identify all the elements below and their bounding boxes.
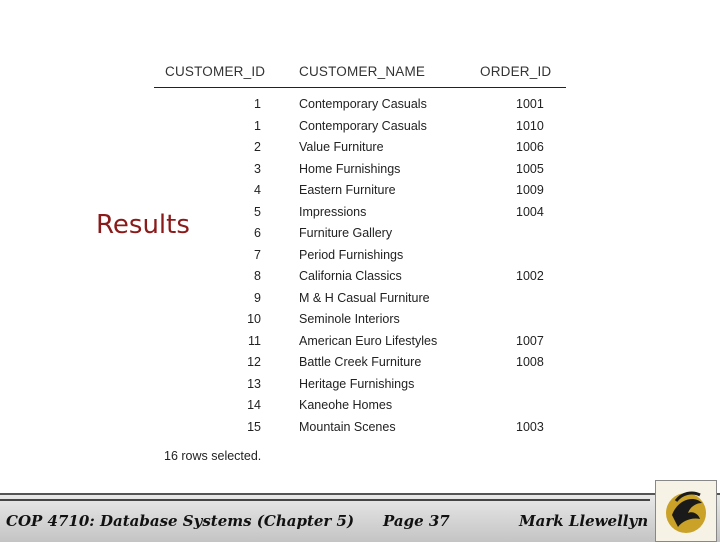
customer-name-cell: Eastern Furniture <box>299 183 396 197</box>
table-body <box>154 94 566 438</box>
customer-name-cell: Battle Creek Furniture <box>299 355 422 369</box>
table-row <box>154 417 566 439</box>
rows-selected-note: 16 rows selected. <box>164 449 262 463</box>
table-row <box>154 331 566 353</box>
customer-id-cell: 1 <box>254 97 261 111</box>
customer-id-cell: 10 <box>247 312 261 326</box>
customer-name-cell: American Euro Lifestyles <box>299 333 438 348</box>
footer-author: Mark Llewellyn <box>519 512 649 530</box>
customer-id-cell: 11 <box>248 333 261 348</box>
customer-name-cell: Contemporary Casuals <box>299 97 427 111</box>
footer-course: COP 4710: Database Systems (Chapter 5) <box>6 512 355 530</box>
customer-id-cell: 13 <box>247 376 261 391</box>
header-customer-name: CUSTOMER_NAME <box>299 64 426 79</box>
customer-name-cell: Period Furnishings <box>299 247 404 262</box>
table-row <box>154 352 566 374</box>
footer-page-number: Page 37 <box>383 512 450 530</box>
customer-name-cell: Contemporary Casuals <box>299 118 427 133</box>
customer-name-cell: Value Furniture <box>299 140 384 154</box>
table-row <box>154 288 566 310</box>
table-row <box>154 94 566 116</box>
order-id-cell: 1009 <box>516 183 544 197</box>
customer-id-cell: 4 <box>254 183 261 197</box>
order-id-cell: 1002 <box>516 269 544 283</box>
order-id-cell: 1001 <box>516 97 544 111</box>
table-row <box>154 159 566 181</box>
customer-id-cell: 2 <box>254 140 261 154</box>
customer-id-cell: 9 <box>254 290 261 305</box>
customer-name-cell: Mountain Scenes <box>299 419 396 434</box>
customer-name-cell: Kaneohe Homes <box>299 398 393 412</box>
table-row <box>154 374 566 396</box>
header-order-id: ORDER_ID <box>480 64 552 79</box>
table-row <box>154 309 566 331</box>
table-row <box>154 137 566 159</box>
order-id-cell: 1004 <box>516 204 544 219</box>
table-row <box>154 180 566 202</box>
header-customer-id: CUSTOMER_ID <box>165 64 266 79</box>
customer-id-cell: 7 <box>254 247 261 262</box>
customer-id-cell: 6 <box>254 226 261 240</box>
customer-name-cell: M & H Casual Furniture <box>299 290 430 305</box>
customer-id-cell: 12 <box>247 355 261 369</box>
order-id-cell: 1003 <box>516 419 544 434</box>
customer-name-cell: Heritage Furnishings <box>299 376 415 391</box>
order-id-cell: 1005 <box>516 161 544 176</box>
table-row <box>154 202 566 224</box>
table-row <box>154 245 566 267</box>
footer-divider <box>0 499 650 501</box>
customer-id-cell: 14 <box>247 398 261 412</box>
customer-name-cell: Home Furnishings <box>299 161 401 176</box>
order-id-cell: 1010 <box>516 118 544 133</box>
order-id-cell: 1008 <box>516 355 544 369</box>
customer-name-cell: Seminole Interiors <box>299 312 400 326</box>
order-id-cell: 1006 <box>516 140 544 154</box>
slide-footer <box>0 493 720 542</box>
table-row <box>154 395 566 417</box>
results-table <box>154 60 566 438</box>
ucf-pegasus-logo-icon <box>655 480 717 542</box>
customer-name-cell: Impressions <box>299 204 367 219</box>
customer-name-cell: California Classics <box>299 269 402 283</box>
customer-id-cell: 15 <box>247 419 261 434</box>
table-header <box>154 60 566 88</box>
customer-id-cell: 1 <box>254 118 261 133</box>
table-row <box>154 266 566 288</box>
customer-name-cell: Furniture Gallery <box>299 226 393 240</box>
table-row <box>154 116 566 138</box>
table-row <box>154 223 566 245</box>
customer-id-cell: 5 <box>254 204 261 219</box>
order-id-cell: 1007 <box>516 333 544 348</box>
customer-id-cell: 8 <box>254 269 261 283</box>
results-label: Results <box>96 210 190 240</box>
customer-id-cell: 3 <box>254 161 261 176</box>
